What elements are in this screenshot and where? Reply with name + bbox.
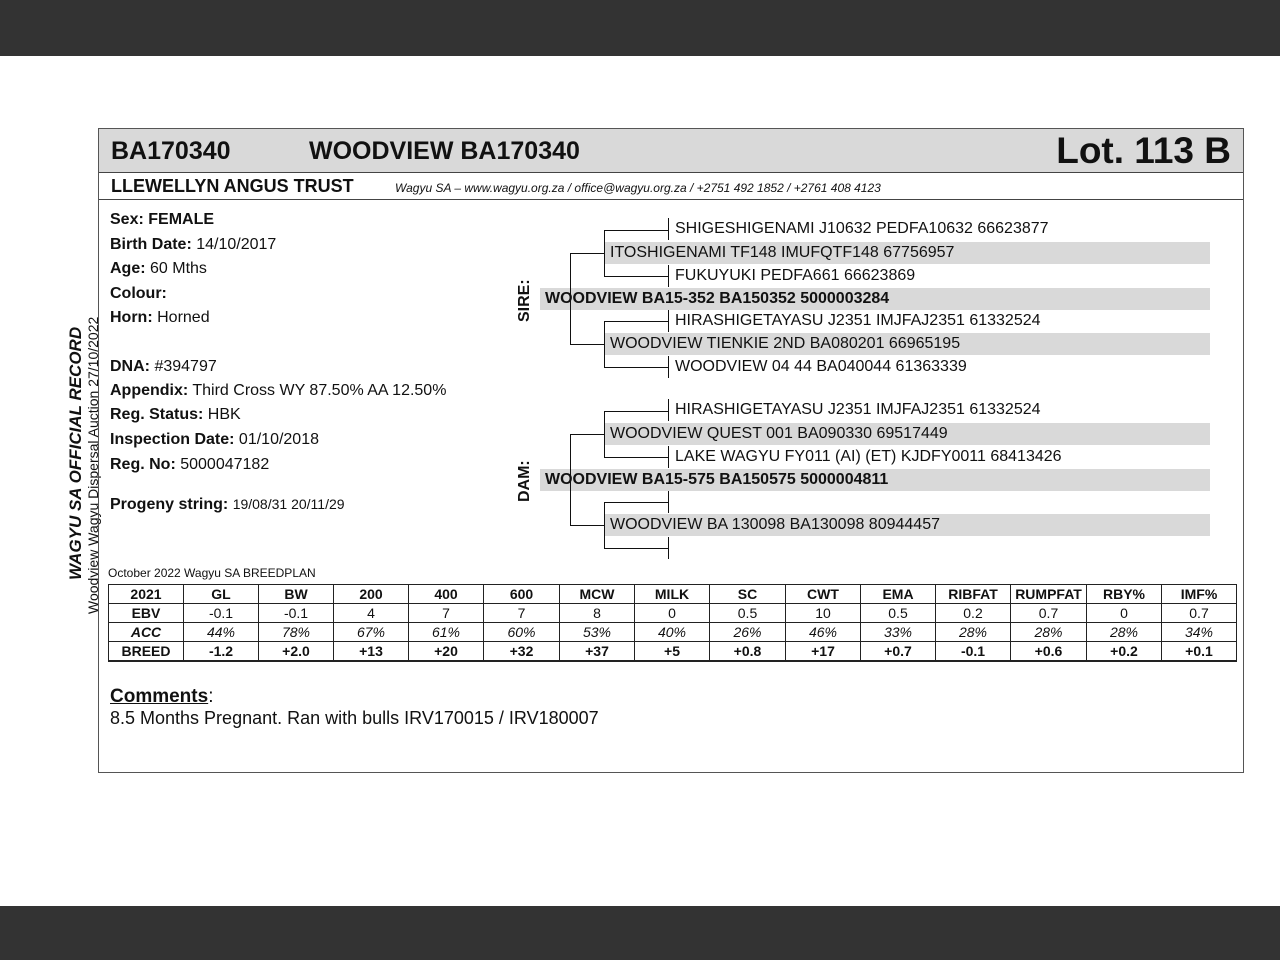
column-header: BW xyxy=(259,585,334,604)
sire: WOODVIEW BA15-352 BA150352 5000003284 xyxy=(545,290,890,307)
table-cell: +0.7 xyxy=(861,642,936,662)
sire-sire: ITOSHIGENAMI TF148 IMUFQTF148 67756957 xyxy=(610,244,955,261)
owner-row xyxy=(99,173,1243,200)
reg-status-row: Reg. Status: HBK xyxy=(110,406,241,423)
pedigree-line xyxy=(668,446,669,468)
reg-no-row: Reg. No: 5000047182 xyxy=(110,456,270,473)
table-cell: -1.2 xyxy=(184,642,259,662)
pedigree-line xyxy=(570,525,604,526)
column-header: RBY% xyxy=(1087,585,1162,604)
table-cell: 34% xyxy=(1162,623,1237,642)
pedigree-line xyxy=(668,399,669,421)
pedigree-line xyxy=(570,434,604,435)
breedplan-header-row xyxy=(109,585,1237,604)
pedigree-line xyxy=(604,230,668,231)
table-cell: 28% xyxy=(1087,623,1162,642)
row-label: EBV xyxy=(109,604,184,623)
inspection-date-row: Inspection Date: 01/10/2018 xyxy=(110,431,319,448)
pedigree-line xyxy=(604,502,605,548)
table-cell: 26% xyxy=(710,623,786,642)
dam-sire-dam: LAKE WAGYU FY011 (AI) (ET) KJDFY0011 68413426 xyxy=(675,448,1062,465)
table-cell: +17 xyxy=(786,642,861,662)
owner-name: LLEWELLYN ANGUS TRUST xyxy=(111,176,354,196)
sex-value: FEMALE xyxy=(148,211,215,228)
table-cell: 46% xyxy=(786,623,861,642)
table-cell: +32 xyxy=(484,642,560,662)
appendix-row: Appendix: Third Cross WY 87.50% AA 12.50% xyxy=(110,382,447,399)
animal-id: BA170340 xyxy=(111,137,231,165)
table-cell: 28% xyxy=(936,623,1011,642)
acc-row xyxy=(109,623,1237,642)
dam: WOODVIEW BA15-575 BA150575 5000004811 xyxy=(545,471,889,488)
colour-row: Colour: xyxy=(110,285,167,302)
pedigree-line xyxy=(570,253,604,254)
table-cell: 78% xyxy=(259,623,334,642)
breedplan-caption: October 2022 Wagyu SA BREEDPLAN xyxy=(108,566,316,580)
column-header: GL xyxy=(184,585,259,604)
sex-row: Sex: FEMALE xyxy=(110,211,215,228)
dam-sire-sire: HIRASHIGETAYASU J2351 IMJFAJ2351 61332524 xyxy=(675,401,1041,418)
dam-dam: WOODVIEW BA 130098 BA130098 80944457 xyxy=(610,516,940,533)
column-header: CWT xyxy=(786,585,861,604)
pedigree-line xyxy=(668,491,669,513)
pedigree-line xyxy=(570,344,604,345)
pedigree-line xyxy=(604,321,668,322)
inspection-date-value: 01/10/2018 xyxy=(238,431,319,448)
table-cell: 0.7 xyxy=(1011,604,1087,623)
table-cell: 4 xyxy=(334,604,409,623)
table-cell: 53% xyxy=(560,623,635,642)
record-header xyxy=(99,129,1243,173)
table-cell: +37 xyxy=(560,642,635,662)
sire-sire-sire: SHIGESHIGENAMI J10632 PEDFA10632 66623877 xyxy=(675,220,1049,237)
top-frame-bar xyxy=(0,0,1280,56)
horn-row: Horn: Horned xyxy=(110,309,210,326)
column-header: RUMPFAT xyxy=(1011,585,1087,604)
ebv-row xyxy=(109,604,1237,623)
column-header: 400 xyxy=(409,585,484,604)
table-cell: 44% xyxy=(184,623,259,642)
progeny-row: Progeny string: 19/08/31 20/11/29 xyxy=(110,496,345,513)
age-value: 60 Mths xyxy=(150,260,207,277)
table-cell: 61% xyxy=(409,623,484,642)
table-cell: 8 xyxy=(560,604,635,623)
breedplan-table xyxy=(108,584,1237,662)
pedigree-line xyxy=(668,265,669,287)
table-cell: 0.2 xyxy=(936,604,1011,623)
table-cell: 0 xyxy=(635,604,710,623)
table-cell: 33% xyxy=(861,623,936,642)
table-cell: 0.5 xyxy=(710,604,786,623)
bottom-frame-bar xyxy=(0,906,1280,960)
dam-sire: WOODVIEW QUEST 001 BA090330 69517449 xyxy=(610,425,948,442)
sire-dam-sire: HIRASHIGETAYASU J2351 IMJFAJ2351 61332524 xyxy=(675,312,1041,329)
table-cell: 0.5 xyxy=(861,604,936,623)
table-cell: +20 xyxy=(409,642,484,662)
dna-value: #394797 xyxy=(154,358,217,375)
column-header: MCW xyxy=(560,585,635,604)
sire-sire-dam: FUKUYUKI PEDFA661 66623869 xyxy=(675,267,916,284)
column-header: EMA xyxy=(861,585,936,604)
comments-title: Comments xyxy=(110,686,209,707)
pedigree-line xyxy=(668,356,669,378)
column-header: SC xyxy=(710,585,786,604)
pedigree-line xyxy=(668,310,669,332)
birth-date-row: Birth Date: 14/10/2017 xyxy=(110,236,277,253)
pedigree-line xyxy=(668,218,669,240)
column-header: 600 xyxy=(484,585,560,604)
table-cell: +0.2 xyxy=(1087,642,1162,662)
column-header: RIBFAT xyxy=(936,585,1011,604)
sire-label: SIRE: xyxy=(516,279,533,322)
row-label: BREED xyxy=(109,642,184,662)
column-header: 200 xyxy=(334,585,409,604)
table-cell: +13 xyxy=(334,642,409,662)
comments-heading xyxy=(110,686,213,708)
table-cell: -0.1 xyxy=(184,604,259,623)
reg-status-value: HBK xyxy=(207,406,241,423)
pedigree-line xyxy=(604,367,668,368)
column-header: IMF% xyxy=(1162,585,1237,604)
table-cell: 60% xyxy=(484,623,560,642)
table-cell: +5 xyxy=(635,642,710,662)
comments-colon: : xyxy=(208,686,214,707)
birth-date-value: 14/10/2017 xyxy=(196,236,277,253)
animal-record-card xyxy=(98,128,1244,773)
pedigree-line xyxy=(604,411,668,412)
breed-row xyxy=(109,642,1237,662)
table-cell: +0.8 xyxy=(710,642,786,662)
table-cell: 0.7 xyxy=(1162,604,1237,623)
progeny-value: 19/08/31 20/11/29 xyxy=(232,496,345,512)
pedigree-line xyxy=(604,276,668,277)
reg-no-value: 5000047182 xyxy=(180,456,270,473)
pedigree-line xyxy=(604,411,605,457)
animal-name: WOODVIEW BA170340 xyxy=(309,137,580,165)
pedigree-line xyxy=(668,537,669,559)
appendix-value: Third Cross WY 87.50% AA 12.50% xyxy=(192,382,447,399)
table-cell: -0.1 xyxy=(259,604,334,623)
official-record-label: WAGYU SA OFFICIAL RECORD xyxy=(66,326,85,580)
dam-label: DAM: xyxy=(516,460,533,502)
table-cell: +0.1 xyxy=(1162,642,1237,662)
horn-value: Horned xyxy=(157,309,210,326)
lot-number: Lot. 113 B xyxy=(1056,130,1231,171)
contact-line: Wagyu SA – www.wagyu.org.za / office@wagyu.org.za / +2751 492 1852 / +2761 408 4123 xyxy=(395,181,881,195)
dna-row: DNA: #394797 xyxy=(110,358,217,375)
comments-text: 8.5 Months Pregnant. Ran with bulls IRV170015 / IRV180007 xyxy=(110,708,599,728)
table-cell: 67% xyxy=(334,623,409,642)
column-header: MILK xyxy=(635,585,710,604)
sire-dam-dam: WOODVIEW 04 44 BA040044 61363339 xyxy=(675,358,967,375)
table-cell: 28% xyxy=(1011,623,1087,642)
pedigree-line xyxy=(604,502,668,503)
row-label: ACC xyxy=(109,623,184,642)
age-row: Age: 60 Mths xyxy=(110,260,207,277)
column-header: 2021 xyxy=(109,585,184,604)
pedigree-line xyxy=(604,230,605,276)
table-cell: +0.6 xyxy=(1011,642,1087,662)
table-cell: 7 xyxy=(409,604,484,623)
table-cell: 40% xyxy=(635,623,710,642)
table-cell: 7 xyxy=(484,604,560,623)
pedigree-line xyxy=(604,548,668,549)
table-cell: 0 xyxy=(1087,604,1162,623)
pedigree-line xyxy=(604,321,605,367)
auction-label: Woodview Wagyu Dispersal Auction 27/10/2022 xyxy=(85,316,101,614)
sire-dam: WOODVIEW TIENKIE 2ND BA080201 66965195 xyxy=(610,335,961,352)
table-cell: 10 xyxy=(786,604,861,623)
table-cell: -0.1 xyxy=(936,642,1011,662)
table-cell: +2.0 xyxy=(259,642,334,662)
pedigree-line xyxy=(604,457,668,458)
